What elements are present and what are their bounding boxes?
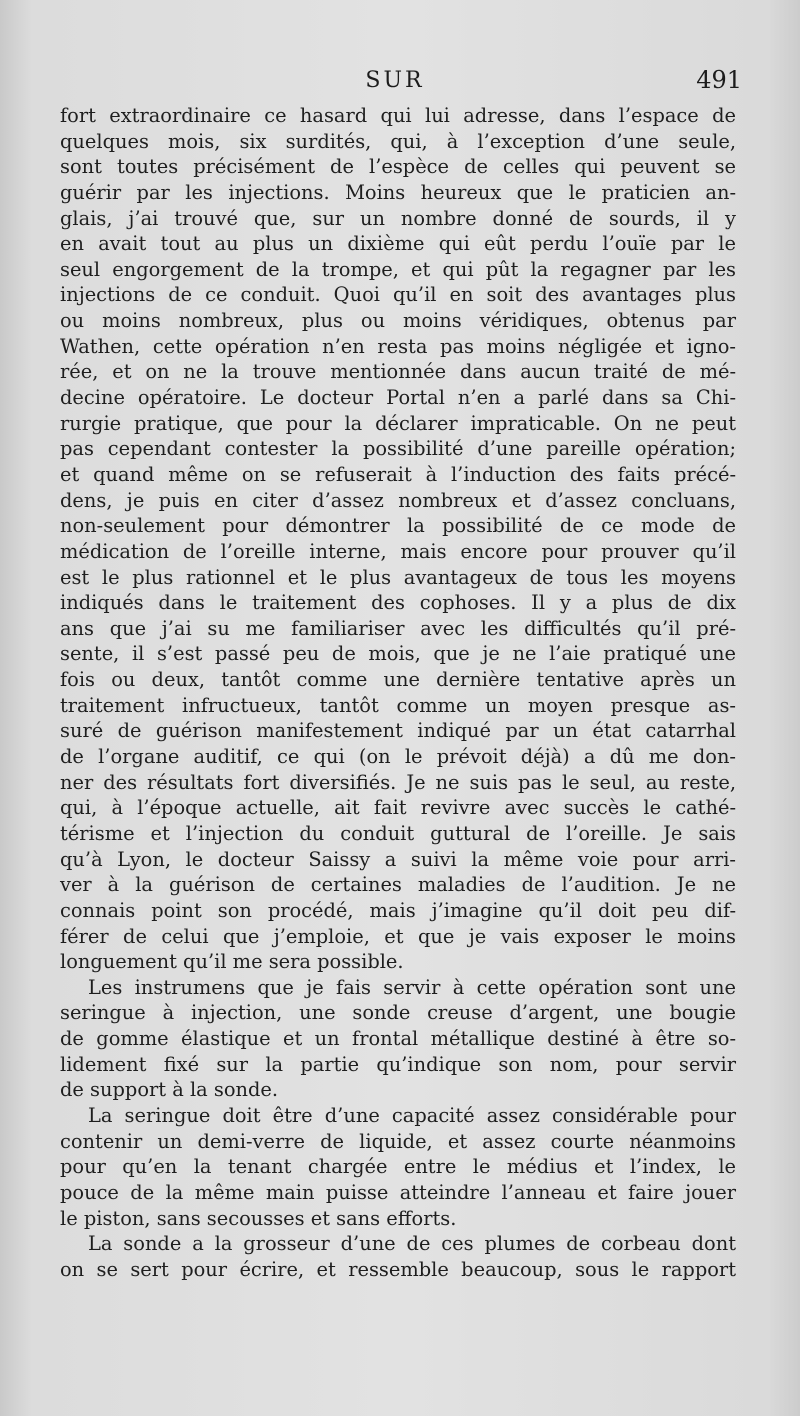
text-line: suré de guérison manifestement indiqué par un état catarrhal <box>60 719 736 743</box>
text-line: quelques mois, six surdités, qui, à l’exception d’une seule, <box>60 129 736 153</box>
text-line: dens, je puis en citer d’assez nombreux et d’assez concluans, <box>60 488 736 512</box>
text-line: La sonde a la grosseur d’une de ces plumes de corbeau dont <box>88 1232 736 1256</box>
text-line: glais, j’ai trouvé que, sur un nombre donné de sourds, il y <box>60 206 736 230</box>
text-line: connais point son procédé, mais j’imagine qu’il doit peu dif- <box>60 898 736 922</box>
text-line: sente, il s’est passé peu de mois, que je ne l’aie pratiqué une <box>60 642 736 666</box>
text-line: indiqués dans le traitement des cophoses. Il y a plus de dix <box>60 591 736 615</box>
text-line: seul engorgement de la trompe, et qui pût la regagner par les <box>60 257 736 281</box>
text-line: térisme et l’injection du conduit guttural de l’oreille. Je sais <box>60 821 736 845</box>
text-line: pas cependant contester la possibilité d’une pareille opération; <box>60 437 736 461</box>
text-line: on se sert pour écrire, et ressemble beaucoup, sous le rapport <box>60 1257 736 1281</box>
text-line: qu’à Lyon, le docteur Saissy a suivi la même voie pour arri- <box>60 847 736 871</box>
text-line: contenir un demi-verre de liquide, et assez courte néanmoins <box>60 1129 736 1153</box>
text-line: le piston, sans secousses et sans efforts. <box>60 1206 457 1230</box>
running-head <box>60 62 742 102</box>
text-line: lidement fixé sur la partie qu’indique son nom, pour servir <box>60 1052 736 1076</box>
text-line: ans que j’ai su me familiariser avec les difficultés qu’il pré- <box>60 616 736 640</box>
body-text <box>60 103 736 1282</box>
text-line: traitement infructueux, tantôt comme un moyen presque as- <box>60 693 736 717</box>
text-line: fort extraordinaire ce hasard qui lui adresse, dans l’espace de <box>60 104 736 127</box>
running-title: SUR <box>365 68 425 93</box>
text-line: de gomme élastique et un frontal métallique destiné à être so- <box>60 1027 736 1051</box>
text-line: ver à la guérison de certaines maladies de l’audition. Je ne <box>60 873 736 897</box>
text-line: de l’organe auditif, ce qui (on le prévoit déjà) a dû me don- <box>60 745 736 769</box>
text-line: sont toutes précisément de l’espèce de celles qui peuvent se <box>60 155 736 179</box>
text-line: férer de celui que j’emploie, et que je vais exposer le moins <box>60 924 736 948</box>
text-line: pouce de la même main puisse atteindre l’anneau et faire jouer <box>60 1180 736 1204</box>
text-line: rurgie pratique, que pour la déclarer impraticable. On ne peut <box>60 411 736 435</box>
text-line: rée, et on ne la trouve mentionnée dans aucun traité de mé- <box>60 360 736 384</box>
text-line: est le plus rationnel et le plus avantageux de tous les moyens <box>60 565 736 589</box>
text-line: guérir par les injections. Moins heureux que le praticien an- <box>60 180 736 204</box>
text-line: injections de ce conduit. Quoi qu’il en soit des avantages plus <box>60 283 736 307</box>
text-line: médication de l’oreille interne, mais encore pour prouver qu’il <box>60 539 736 563</box>
text-line: pour qu’en la tenant chargée entre le médius et l’index, le <box>60 1155 736 1179</box>
page-number: 491 <box>696 66 742 94</box>
text-line: qui, à l’époque actuelle, ait fait revivre avec succès le cathé- <box>60 796 736 820</box>
text-line: et quand même on se refuserait à l’induction des faits précé- <box>60 462 736 486</box>
text-line: longuement qu’il me sera possible. <box>60 950 404 974</box>
text-line: ou moins nombreux, plus ou moins véridiques, obtenus par <box>60 309 736 333</box>
text-line: seringue à injection, une sonde creuse d’argent, une bougie <box>60 1001 736 1025</box>
text-line: decine opératoire. Le docteur Portal n’en a parlé dans sa Chi- <box>60 386 736 410</box>
text-line: de support à la sonde. <box>60 1078 279 1102</box>
text-line: Les instrumens que je fais servir à cette opération sont une <box>88 975 736 999</box>
text-line: fois ou deux, tantôt comme une dernière tentative après un <box>60 668 736 692</box>
text-line: ner des résultats fort diversifiés. Je ne suis pas le seul, au reste, <box>60 770 736 794</box>
text-line: La seringue doit être d’une capacité assez considérable pour <box>88 1103 736 1127</box>
text-line: Wathen, cette opération n’en resta pas moins négligée et igno- <box>60 334 736 358</box>
text-line: en avait tout au plus un dixième qui eût perdu l’ouïe par le <box>60 232 736 256</box>
text-line: non-seulement pour démontrer la possibilité de ce mode de <box>60 514 736 538</box>
